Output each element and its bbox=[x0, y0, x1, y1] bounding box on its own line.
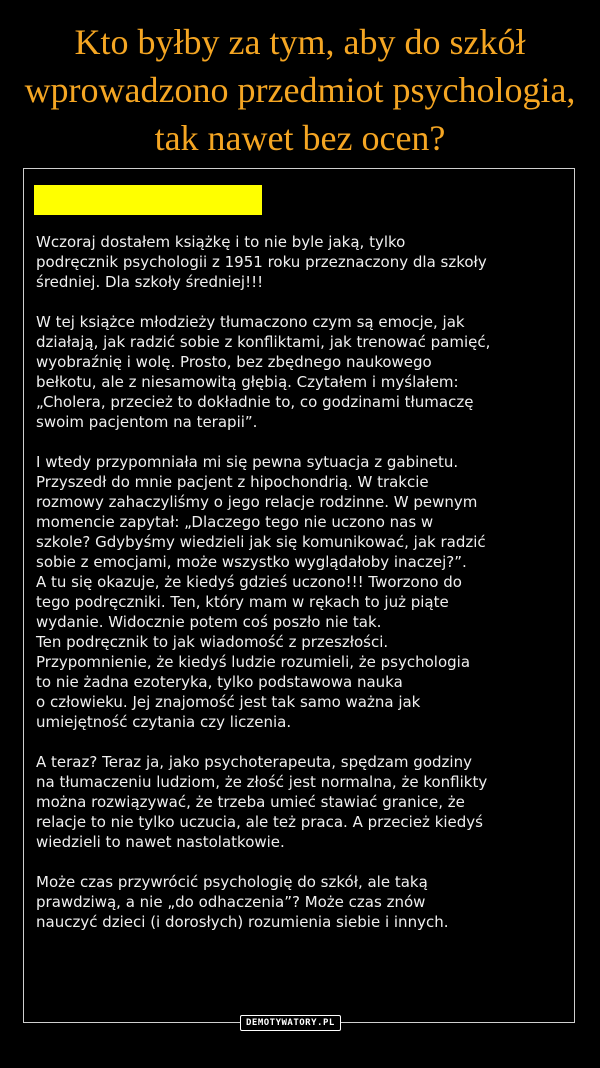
post-paragraph-2: W tej książce młodzieży tłumaczono czym są emocje, jak działają, jak radzić sobie z konfliktami, jak trenować pamięć, wyobraźnię i wolę. Prosto, bez zbędnego naukowego bełkotu, ale z niesamowitą głębią. Czytałem i myślałem: „Cholera, przecież to dokładnie to, co godzinami tłumaczę swoim pacjentom na terapii”. bbox=[36, 313, 491, 431]
post-paragraph-3: I wtedy przypomniała mi się pewna sytuacja z gabinetu. Przyszedł do mnie pacjent z hipochondrią. W trakcie rozmowy zahaczyliśmy o jego relacje rodzinne. W pewnym momencie zapytał: „Dlaczego tego nie uczono nas w szkole? Gdybyśmy wiedzieli jak się komunikować, jak radzić sobie z emocjami, może wszystko wyglądałoby inaczej?”. A tu się okazuje, że kiedyś gdzieś uczono!!! Tworzono do tego podręczniki. Ten, który mam w rękach to już piąte wydanie. Widocznie potem coś poszło nie tak. Ten podręcznik to jak wiadomość z przeszłości. Przypomnienie, że kiedyś ludzie rozumieli, że psychologia to nie żadna ezoteryka, tylko podstawowa nauka o człowieku. Jej znajomość jest tak samo ważna jak umiejętność czytania czy liczenia. bbox=[36, 453, 486, 731]
post-body bbox=[36, 232, 566, 932]
post-paragraph-1: Wczoraj dostałem książkę i to nie byle jaką, tylko podręcznik psychologii z 1951 roku przeznaczony dla szkoły średniej. Dla szkoły średniej!!! bbox=[36, 233, 487, 291]
site-watermark: DEMOTYWATORY.PL bbox=[240, 1015, 341, 1031]
post-paragraph-5: Może czas przywrócić psychologię do szkół, ale taką prawdziwą, a nie „do odhaczenia”? Może czas znów nauczyć dzieci (i dorosłych) rozumienia siebie i innych. bbox=[36, 873, 449, 931]
post-screenshot-frame bbox=[23, 168, 575, 1023]
redacted-author-bar bbox=[34, 185, 262, 215]
post-paragraph-4: A teraz? Teraz ja, jako psychoterapeuta, spędzam godziny na tłumaczeniu ludziom, że złość jest normalna, że konflikty można rozwiązywać, że trzeba umieć stawiać granice, że relacje to nie tylko uczucia, ale też praca. A przecież kiedyś wiedzieli to nawet nastolatkowie. bbox=[36, 753, 488, 851]
headline-title: Kto byłby za tym, aby do szkół wprowadzono przedmiot psychologia, tak nawet bez ocen? bbox=[24, 22, 576, 158]
